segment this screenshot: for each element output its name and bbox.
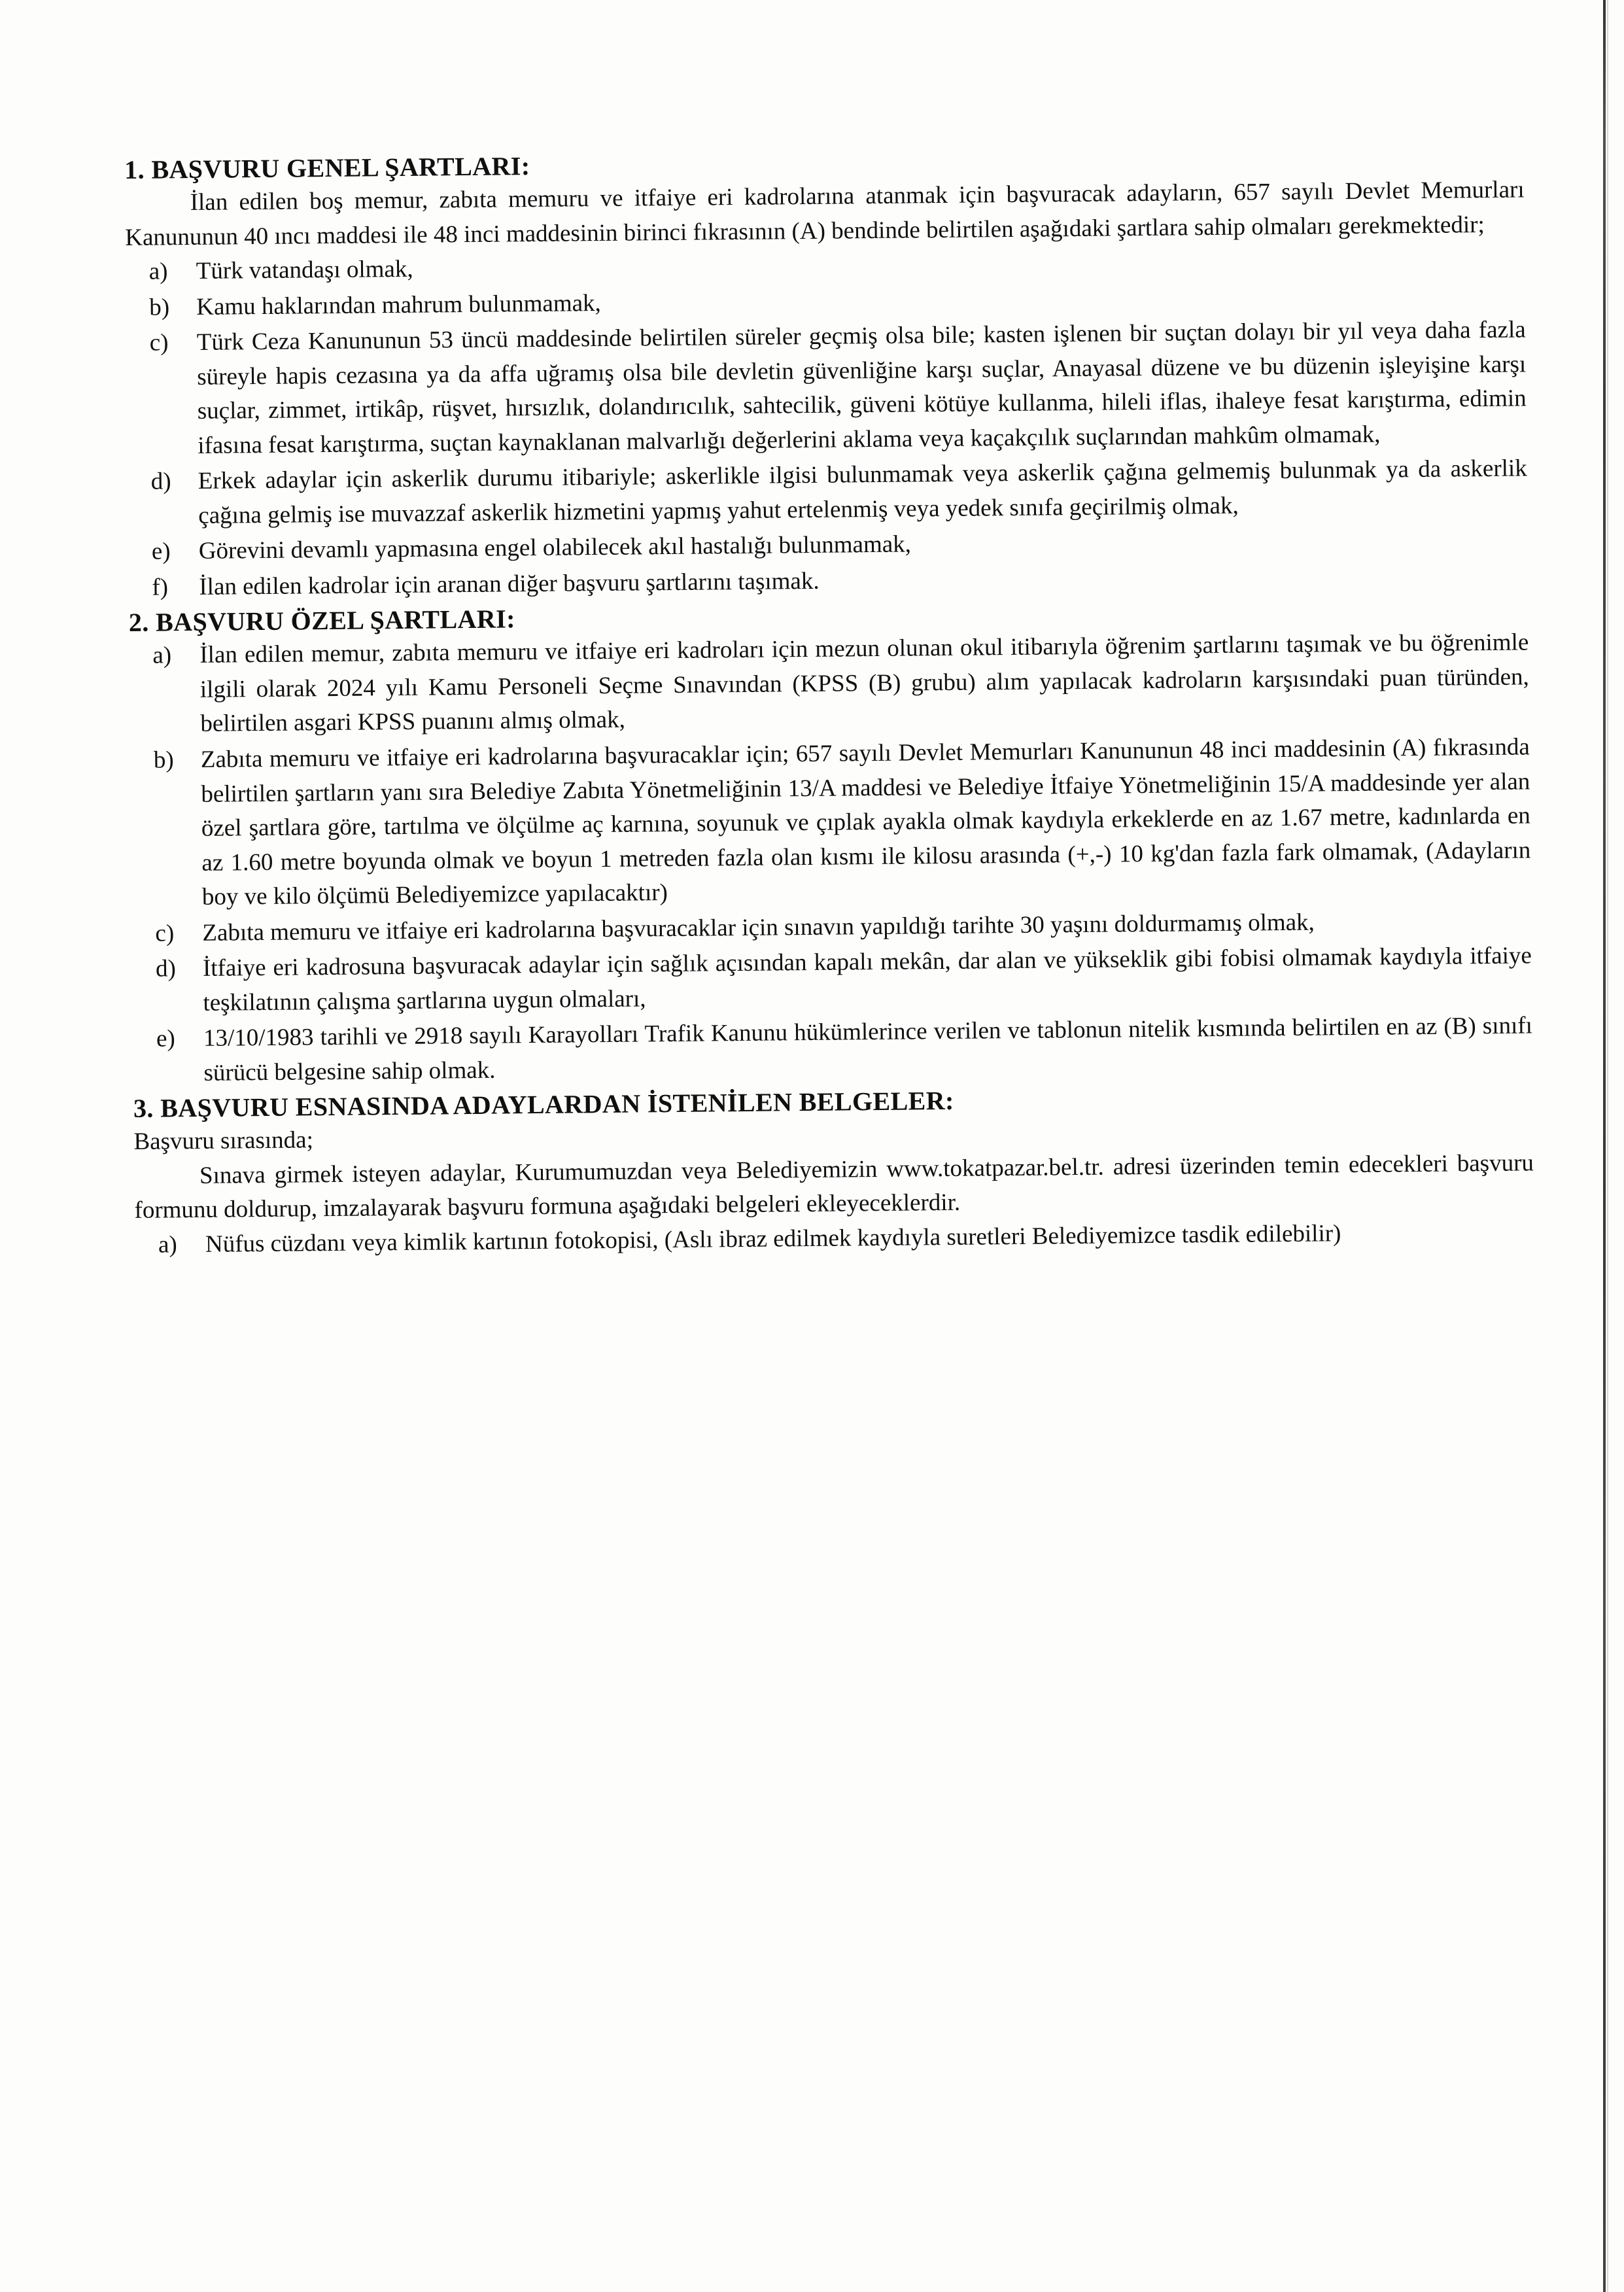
document-content xyxy=(124,140,1534,1264)
list-item-text: 13/10/1983 tarihli ve 2918 sayılı Karayolları Trafik Kanunu hükümlerince verilen ve tablonun nitelik kısmında belirtilen en az (B) sınıfı sürücü belgesine sahip olmak. xyxy=(203,1012,1533,1086)
list-item xyxy=(132,939,1532,1022)
list-item xyxy=(126,313,1527,464)
list-marker: a) xyxy=(152,642,172,669)
list-marker: d) xyxy=(150,468,171,495)
section-3-intro-paragraph: Sınava girmek isteyen adaylar, Kurumumuzdan veya Belediyemizin www.tokatpazar.bel.tr. adresi üzerinden temin edecekleri başvuru formunu doldurup, imzalayarak başvuru formuna aşağıdaki belgeleri ekleyeceklerdir. xyxy=(134,1149,1534,1224)
list-item-text: İlan edilen kadrolar için aranan diğer başvuru şartlarını taşımak. xyxy=(199,567,820,600)
list-marker: c) xyxy=(155,919,175,947)
list-marker: c) xyxy=(149,329,169,356)
section-2-heading: 2. BAŞVURU ÖZEL ŞARTLARI: xyxy=(128,604,516,638)
list-item-text: İlan edilen memur, zabıta memuru ve itfaiye eri kadroları için mezun olunan okul itibarıyla öğrenim şartlarını taşımak ve bu öğrenimle ilgili olarak 2024 yılı Kamu Personeli Seçme Sınavından (KPSS (B) grubu) alım yapılacak kadroların karşısındaki puan türünden, belirtilen asgari KPSS puanını almış olmak, xyxy=(199,629,1529,738)
list-item-text: Erkek adaylar için askerlik durumu itibariyle; askerlikle ilgisi bulunmamak veya askerlik çağına gelmemiş bulunmak ya da askerlik çağına gelmiş ise muvazzaf askerlik hizmetini yapmış yahut ertelenmiş veya yedek sınıfa geçirilmiş olmak, xyxy=(198,455,1527,529)
section-3-intro-line: Başvuru sırasında; xyxy=(133,1126,314,1156)
list-marker: b) xyxy=(149,293,170,321)
list-marker: a) xyxy=(148,258,168,285)
list-item-text: Türk vatandaşı olmak, xyxy=(196,255,413,285)
section-3-heading: 3. BAŞVURU ESNASINDA ADAYLARDAN İSTENİLEN BELGELER: xyxy=(133,1086,954,1124)
list-item xyxy=(128,452,1528,534)
list-marker: e) xyxy=(156,1025,175,1052)
list-item xyxy=(130,730,1531,915)
list-item-text: Kamu haklarından mahrum bulunmamak, xyxy=(196,289,601,321)
section-1-list xyxy=(125,242,1528,606)
list-item xyxy=(129,626,1529,742)
list-marker: e) xyxy=(151,538,171,565)
section-2-list xyxy=(129,626,1533,1091)
list-marker: b) xyxy=(153,746,174,774)
list-item-text: Zabıta memuru ve itfaiye eri kadrolarına başvuracaklar için sınavın yapıldığı tarihte 30 yaşını doldurmamış olmak, xyxy=(202,909,1315,946)
scan-edge-artifact xyxy=(1603,0,1606,2292)
list-item xyxy=(133,1009,1533,1092)
section-1-heading: 1. BAŞVURU GENEL ŞARTLARI: xyxy=(124,151,530,184)
scan-edge-artifact-secondary xyxy=(1607,0,1608,2292)
list-item-text: Türk Ceza Kanununun 53 üncü maddesinde belirtilen süreler geçmiş olsa bile; kasten işlenen bir suçtan dolayı bir yıl veya daha fazla süreyle hapis cezasına ya da affa uğramış olsa bile devletin güvenliğine karşı suçlar, Anayasal düzene ve bu düzenin işleyişine karşı suçlar, zimmet, irtikâp, rüşvet, hırsızlık, dolandırıcılık, sahtecilik, güveni kötüye kullanma, hileli iflas, ihaleye fesat karıştırma, edimin ifasına fesat karıştırma, suçtan kaynaklanan malvarlığı değerlerini aklama veya kaçakçılık suçlarından mahkûm olmamak, xyxy=(196,316,1527,459)
list-marker: d) xyxy=(155,955,176,982)
list-marker: f) xyxy=(152,574,169,601)
list-item-text: İtfaiye eri kadrosuna başvuracak adaylar için sağlık açısından kapalı mekân, dar alan ve yükseklik gibi fobisi olmamak kaydıyla itfaiye teşkilatının çalışma şartlarına uygun olmaları, xyxy=(202,942,1532,1016)
list-marker: a) xyxy=(158,1231,177,1259)
list-item-text: Görevini devamlı yapmasına engel olabilecek akıl hastalığı bulunmamak, xyxy=(198,530,912,565)
list-item-text: Zabıta memuru ve itfaiye eri kadrolarına başvuracaklar için; 657 sayılı Devlet Memurları Kanununun 48 inci maddesinin (A) fıkrasında belirtilen şartların yanı sıra Belediye Zabıta Yönetmeliğinin 13/A maddesi ve Belediye İtfaiye Yönetmeliğinin 15/A maddesinde yer alan özel şartlara göre, tartılma ve ölçülme aç karnına, soyunuk ve çıplak ayakla olmak kaydıyla erkeklerde en az 1.67 metre, kadınlarda en az 1.60 metre boyunda olmak ve boyun 1 metreden fazla olan kısmı ile kilosu arasında (+,-) 10 kg'dan fazla fark olmamak, (Adayların boy ve kilo ölçümü Belediyemizce yapılacaktır) xyxy=(200,733,1531,911)
section-1-intro-paragraph: İlan edilen boş memur, zabıta memuru ve itfaiye eri kadrolarına atanmak için başvuracak adayların, 657 sayılı Devlet Memurları Kanununun 40 ıncı maddesi ile 48 inci maddesinin birinci fıkrasının (A) bendinde belirtilen aşağıdaki şartlara sahip olmaları gerekmektedir; xyxy=(125,176,1525,251)
list-item-text: Nüfus cüzdanı veya kimlik kartının fotokopisi, (Aslı ibraz edilmek kaydıyla suretleri Belediyemizce tasdik edilebilir) xyxy=(205,1220,1341,1258)
